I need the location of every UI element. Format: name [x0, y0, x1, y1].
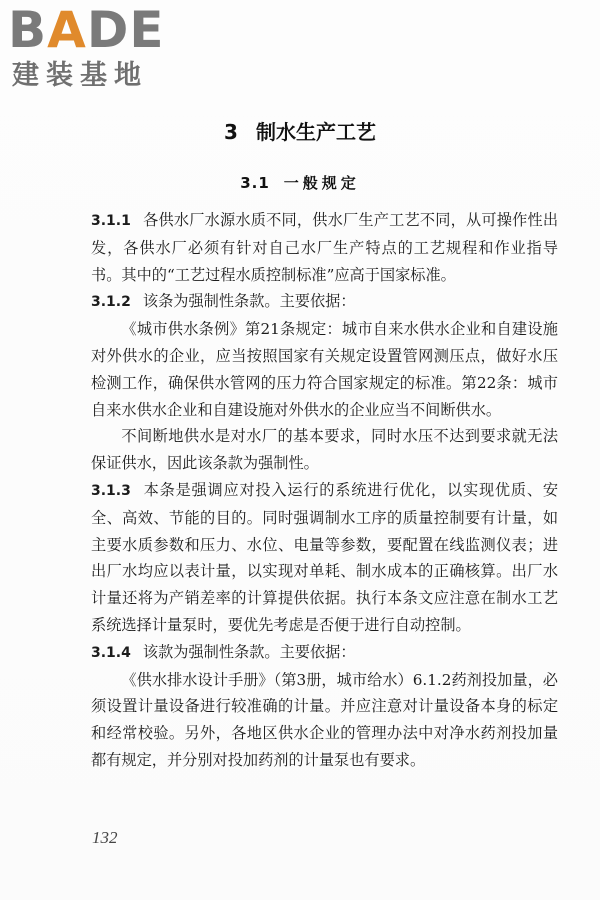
paragraph-regulation-quote [91, 316, 558, 423]
paragraph-text: 《城市供水条例》第21条规定：城市自来水供水企业和自建设施对外供水的企业，应当按照国家有关规定设置管网测压点，做好水压检测工作，确保供水管网的压力符合国家规定的标准。第22条：城市自来水供水企业和自建设施对外供水的企业应当不间断供水。 [91, 320, 558, 419]
section-number: 3.1 [240, 174, 270, 192]
body-text [91, 207, 558, 774]
paragraph-3-1-1 [91, 207, 558, 288]
paragraph-text: 不间断地供水是对水厂的基本要求，同时水压不达到要求就无法保证供水，因此该条款为强制性。 [91, 427, 558, 473]
clause-number: 3.1.4 [91, 644, 131, 661]
paragraph-3-1-4 [91, 639, 558, 667]
page-number: 132 [92, 828, 118, 847]
logo-subtitle: 建装基地 [12, 60, 148, 91]
paragraph-text: 该条为强制性条款。主要依据： [142, 292, 356, 311]
logo-letter-b: B [8, 1, 48, 59]
section-title-text: 一般规定 [283, 174, 360, 192]
bade-logo [6, 2, 176, 94]
paragraph-text: 该款为强制性条款。主要依据： [142, 642, 356, 661]
clause-number: 3.1.2 [91, 294, 131, 311]
paragraph-3-1-2 [91, 288, 558, 316]
logo-wordmark [8, 2, 165, 58]
chapter-title [0, 116, 600, 145]
paragraph-3-1-3 [91, 477, 558, 639]
paragraph-design-manual-quote [91, 667, 558, 774]
logo-letters-de: DE [86, 1, 165, 59]
paragraph-text: 《供水排水设计手册》（第3册，城市给水）6.1.2药剂投加量，必须设置计量设备进行较准确的计量。并应注意对计量设备本身的标定和经常校验。另外，各地区供水企业的管理办法中对净水药剂投加量都有规定，并分别对投加药剂的计量泵也有要求。 [91, 670, 558, 769]
clause-number: 3.1.1 [91, 213, 131, 229]
section-title [0, 172, 600, 193]
paragraph-text: 各供水厂水源水质不同，供水厂生产工艺不同，从可操作性出发，各供水厂必须有针对自己水厂生产特点的工艺规程和作业指导书。其中的“工艺过程水质控制标准”应高于国家标准。 [91, 211, 558, 284]
logo-letter-a: A [47, 1, 87, 59]
clause-number: 3.1.3 [91, 482, 131, 499]
chapter-number: 3 [224, 120, 238, 144]
paragraph-text: 本条是强调应对投入运行的系统进行优化，以实现优质、安全、高效、节能的目的。同时强调制水工序的质量控制要有计量，如主要水质参数和压力、水位、电量等参数，要配置在线监测仪表；进出厂水均应以表计量，以实现对单耗、制水成本的正确核算。出厂水计量还将为产销差率的计算提供依据。执行本条文应注意在制水工艺系统选择计量泵时，要优先考虑是否便于进行自动控制。 [91, 480, 558, 634]
chapter-title-text: 制水生产工艺 [255, 120, 376, 144]
paragraph-uninterrupted-supply [91, 423, 558, 477]
